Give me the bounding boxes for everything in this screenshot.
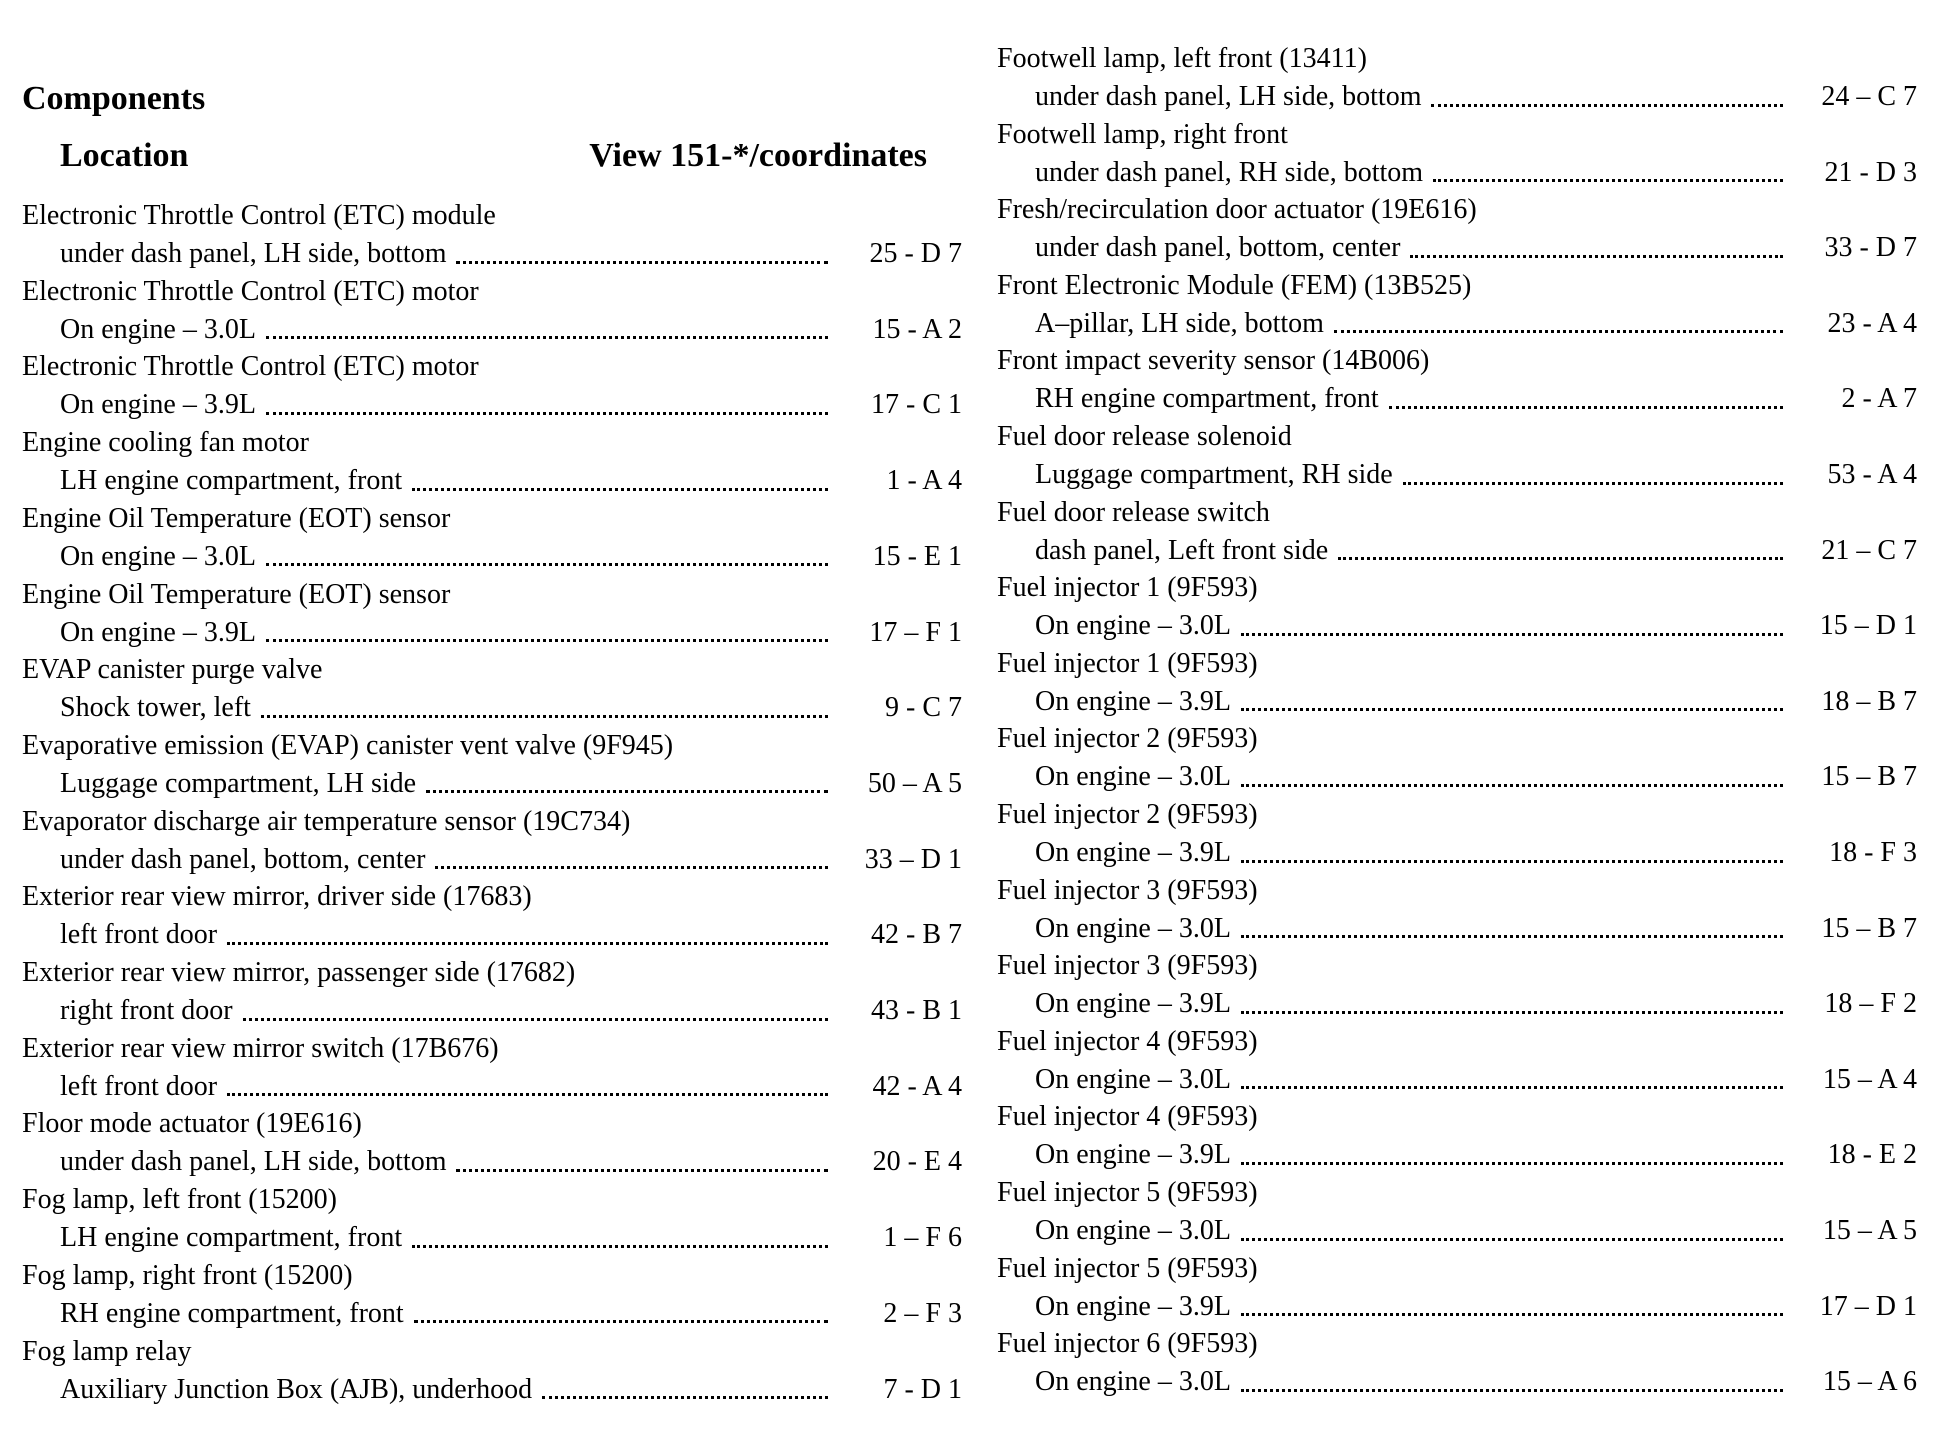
component-location: On engine – 3.9L <box>60 616 256 648</box>
component-name: EVAP canister purge valve <box>22 654 323 686</box>
component-entry <box>997 40 1917 116</box>
component-location: Auxiliary Junction Box (AJB), underhood <box>60 1373 533 1405</box>
component-location: On engine – 3.9L <box>1035 988 1231 1020</box>
component-entry <box>997 569 1917 645</box>
component-entry <box>22 576 962 652</box>
dot-leader <box>1241 935 1783 938</box>
component-location: On engine – 3.0L <box>1035 610 1231 642</box>
component-location: RH engine compartment, front <box>1035 383 1379 415</box>
component-location: A–pillar, LH side, bottom <box>1035 307 1324 339</box>
dot-leader <box>1241 1389 1783 1392</box>
component-entry <box>997 342 1917 418</box>
location-column-header: Location <box>60 137 189 174</box>
component-location-line <box>22 462 962 500</box>
dot-leader <box>1241 1086 1783 1089</box>
component-name: Footwell lamp, right front <box>997 118 1288 150</box>
component-name: Fog lamp relay <box>22 1335 192 1367</box>
component-entry <box>22 500 962 576</box>
component-location-line <box>997 154 1917 192</box>
component-entry <box>997 872 1917 948</box>
component-coordinates: 18 - F 3 <box>1829 837 1917 868</box>
component-entry <box>997 1250 1917 1326</box>
component-coordinates: 15 – B 7 <box>1821 912 1917 944</box>
component-location: under dash panel, bottom, center <box>60 843 426 875</box>
dot-leader <box>1241 784 1783 787</box>
component-coordinates: 17 – F 1 <box>869 616 962 648</box>
component-location-line <box>997 456 1917 494</box>
component-name: Engine Oil Temperature (EOT) sensor <box>22 578 451 610</box>
dot-leader <box>1241 1238 1783 1241</box>
component-location-line <box>997 910 1917 948</box>
component-coordinates: 33 - D 7 <box>1824 232 1917 264</box>
component-name: Fresh/recirculation door actuator (19E616) <box>997 194 1477 226</box>
component-coordinates: 21 - D 3 <box>1824 156 1917 188</box>
component-location: On engine – 3.0L <box>1035 1215 1231 1246</box>
component-location: On engine – 3.0L <box>60 540 256 572</box>
component-location-line <box>997 985 1917 1023</box>
component-entry <box>22 803 962 879</box>
component-location-line <box>997 1212 1917 1250</box>
dot-leader <box>266 412 828 415</box>
component-entry <box>997 1325 1917 1401</box>
component-coordinates: 15 - E 1 <box>872 540 962 572</box>
component-coordinates: 50 – A 5 <box>867 767 962 799</box>
component-entry <box>22 1333 962 1409</box>
component-location: under dash panel, RH side, bottom <box>1035 156 1424 188</box>
component-location: Shock tower, left <box>60 692 251 724</box>
component-entry <box>997 191 1917 267</box>
component-entry <box>997 116 1917 192</box>
component-name: Fuel door release switch <box>997 496 1270 528</box>
component-location: left front door <box>60 1070 218 1102</box>
component-location-line <box>997 532 1917 570</box>
dot-leader <box>227 1093 828 1096</box>
component-location-line <box>997 1288 1917 1326</box>
component-location-line <box>997 78 1917 116</box>
component-name: Exterior rear view mirror switch (17B676) <box>22 1032 499 1064</box>
component-name: Fuel injector 3 (9F593) <box>997 874 1258 906</box>
dot-leader <box>542 1396 828 1399</box>
component-name: Engine Oil Temperature (EOT) sensor <box>22 502 451 534</box>
component-location: On engine – 3.0L <box>60 313 256 345</box>
component-entry <box>997 418 1917 494</box>
component-coordinates: 2 – F 3 <box>883 1297 962 1329</box>
component-location: On engine – 3.0L <box>1035 1063 1231 1095</box>
component-location-line <box>22 538 962 576</box>
component-coordinates: 7 - D 1 <box>883 1373 962 1405</box>
component-entry <box>997 720 1917 796</box>
component-location-line <box>997 380 1917 418</box>
component-coordinates: 43 - B 1 <box>871 995 962 1026</box>
component-location: LH engine compartment, front <box>60 1222 403 1254</box>
component-location-line <box>22 1371 962 1409</box>
component-name: Electronic Throttle Control (ETC) motor <box>22 351 479 383</box>
component-name: Engine cooling fan motor <box>22 427 309 459</box>
component-name: Fog lamp, right front (15200) <box>22 1259 353 1291</box>
component-location: On engine – 3.9L <box>1035 685 1231 717</box>
component-coordinates: 15 – A 6 <box>1822 1366 1917 1398</box>
component-entry <box>997 494 1917 570</box>
component-location-line <box>22 235 962 273</box>
component-location-line <box>22 841 962 879</box>
dot-leader <box>266 563 828 566</box>
component-entry <box>997 1023 1917 1099</box>
dot-leader <box>1338 557 1783 560</box>
component-name: Exterior rear view mirror, driver side (17683) <box>22 881 532 913</box>
component-coordinates: 17 - C 1 <box>871 389 962 421</box>
component-name: Exterior rear view mirror, passenger side (17682) <box>22 957 576 988</box>
component-entry <box>22 1257 962 1333</box>
component-name: Electronic Throttle Control (ETC) motor <box>22 275 479 307</box>
component-coordinates: 25 - D 7 <box>869 238 962 269</box>
dot-leader <box>412 1245 828 1248</box>
dot-leader <box>456 261 828 264</box>
component-name: Evaporative emission (EVAP) canister vent valve (9F945) <box>22 729 674 761</box>
dot-leader <box>1241 860 1783 863</box>
dot-leader <box>266 639 828 642</box>
component-entry <box>997 947 1917 1023</box>
component-entry <box>22 1181 962 1257</box>
dot-leader <box>1389 406 1783 409</box>
component-entry <box>997 267 1917 343</box>
component-coordinates: 24 – C 7 <box>1821 81 1917 112</box>
component-entry <box>997 1098 1917 1174</box>
component-coordinates: 23 - A 4 <box>1827 307 1917 339</box>
component-location: On engine – 3.9L <box>1035 1290 1231 1322</box>
component-location: LH engine compartment, front <box>60 465 403 497</box>
component-entry <box>997 645 1917 721</box>
component-name: Fuel injector 6 (9F593) <box>997 1328 1258 1360</box>
dot-leader <box>266 336 828 339</box>
dot-leader <box>227 942 828 945</box>
component-coordinates: 15 – A 4 <box>1822 1063 1917 1095</box>
component-location: under dash panel, LH side, bottom <box>60 238 447 269</box>
component-name: Fuel injector 5 (9F593) <box>997 1252 1258 1284</box>
component-coordinates: 42 - A 4 <box>872 1070 962 1102</box>
component-location: On engine – 3.9L <box>60 389 256 421</box>
component-entry <box>22 1105 962 1181</box>
component-name: Floor mode actuator (19E616) <box>22 1108 362 1140</box>
component-location: On engine – 3.9L <box>1035 1139 1231 1171</box>
dot-leader <box>1241 1011 1783 1014</box>
component-location: RH engine compartment, front <box>60 1297 404 1329</box>
component-location: On engine – 3.0L <box>1035 912 1231 944</box>
component-location-line <box>22 1068 962 1106</box>
dot-leader <box>1433 179 1783 182</box>
component-coordinates: 18 - E 2 <box>1827 1139 1917 1171</box>
component-location-line <box>997 834 1917 872</box>
component-entry <box>22 273 962 349</box>
component-entry <box>22 348 962 424</box>
component-coordinates: 1 - A 4 <box>886 465 962 497</box>
dot-leader <box>435 866 828 869</box>
component-location-line <box>22 614 962 652</box>
component-location-line <box>997 229 1917 267</box>
dot-leader <box>1241 708 1783 711</box>
component-location-line <box>22 386 962 424</box>
component-location-line <box>22 311 962 349</box>
component-location: dash panel, Left front side <box>1035 534 1329 566</box>
component-name: Electronic Throttle Control (ETC) module <box>22 200 496 231</box>
dot-leader <box>1241 1313 1783 1316</box>
component-coordinates: 18 – F 2 <box>1824 988 1917 1020</box>
component-location: Luggage compartment, RH side <box>1035 459 1393 490</box>
dot-leader <box>1410 255 1783 258</box>
component-location-line <box>997 683 1917 721</box>
component-coordinates: 21 – C 7 <box>1821 534 1917 566</box>
component-location: Luggage compartment, LH side <box>60 767 417 799</box>
dot-leader <box>261 715 828 718</box>
dot-leader <box>456 1169 828 1172</box>
dot-leader <box>1334 330 1783 333</box>
component-location-line <box>22 992 962 1030</box>
dot-leader <box>414 1320 828 1323</box>
dot-leader <box>1241 1162 1783 1165</box>
component-location: under dash panel, LH side, bottom <box>1035 81 1422 112</box>
component-coordinates: 17 – D 1 <box>1819 1290 1917 1322</box>
component-entry <box>22 954 962 1030</box>
component-entry <box>22 1030 962 1106</box>
component-name: Fuel injector 5 (9F593) <box>997 1177 1258 1208</box>
component-coordinates: 1 – F 6 <box>883 1222 962 1254</box>
component-location-line <box>22 1219 962 1257</box>
component-name: Front Electronic Module (FEM) (13B525) <box>997 269 1472 301</box>
component-location: left front door <box>60 919 218 951</box>
component-location-line <box>22 689 962 727</box>
component-name: Evaporator discharge air temperature sensor (19C734) <box>22 805 631 837</box>
component-entry <box>22 197 962 273</box>
dot-leader <box>426 790 828 793</box>
component-location: On engine – 3.9L <box>1035 837 1231 868</box>
component-coordinates: 20 - E 4 <box>872 1146 962 1178</box>
component-name: Fuel injector 4 (9F593) <box>997 1101 1258 1133</box>
component-coordinates: 53 - A 4 <box>1827 459 1917 490</box>
component-coordinates: 42 - B 7 <box>871 919 962 951</box>
dot-leader <box>412 488 828 491</box>
component-entry <box>997 796 1917 872</box>
component-coordinates: 15 – B 7 <box>1821 761 1917 793</box>
component-coordinates: 15 – A 5 <box>1822 1215 1917 1246</box>
component-coordinates: 33 – D 1 <box>864 843 962 875</box>
component-coordinates: 9 - C 7 <box>885 692 962 724</box>
component-location: under dash panel, LH side, bottom <box>60 1146 447 1178</box>
component-location-line <box>997 607 1917 645</box>
component-location-line <box>22 1143 962 1181</box>
component-name: Fuel injector 4 (9F593) <box>997 1025 1258 1057</box>
component-name: Fuel injector 2 (9F593) <box>997 799 1258 830</box>
component-coordinates: 15 - A 2 <box>872 313 962 345</box>
component-location: On engine – 3.0L <box>1035 761 1231 793</box>
page-title: Components <box>22 80 206 117</box>
component-name: Fuel injector 1 (9F593) <box>997 572 1258 604</box>
component-coordinates: 2 - A 7 <box>1841 383 1917 415</box>
component-entry <box>997 1174 1917 1250</box>
component-coordinates: 15 – D 1 <box>1819 610 1917 642</box>
component-entry <box>22 727 962 803</box>
component-location: On engine – 3.0L <box>1035 1366 1231 1398</box>
component-name: Fuel door release solenoid <box>997 421 1292 452</box>
component-location-line <box>997 1363 1917 1401</box>
component-location: under dash panel, bottom, center <box>1035 232 1401 264</box>
component-location-line <box>22 765 962 803</box>
component-entry <box>22 424 962 500</box>
component-name: Fuel injector 3 (9F593) <box>997 950 1258 982</box>
component-name: Fuel injector 1 (9F593) <box>997 647 1258 679</box>
dot-leader <box>1403 482 1783 485</box>
component-location-line <box>997 1136 1917 1174</box>
component-location-line <box>22 916 962 954</box>
component-name: Fog lamp, left front (15200) <box>22 1184 337 1216</box>
component-location-line <box>997 758 1917 796</box>
view-coordinates-column-header: View 151-*/coordinates <box>589 137 927 174</box>
component-location-line <box>997 305 1917 343</box>
component-coordinates: 18 – B 7 <box>1821 685 1917 717</box>
dot-leader <box>1431 104 1783 107</box>
dot-leader <box>243 1018 828 1021</box>
component-name: Fuel injector 2 (9F593) <box>997 723 1258 755</box>
component-location-line <box>22 1295 962 1333</box>
component-name: Front impact severity sensor (14B006) <box>997 345 1430 377</box>
component-location-line <box>997 1061 1917 1099</box>
component-name: Footwell lamp, left front (13411) <box>997 43 1367 74</box>
component-entry <box>22 651 962 727</box>
dot-leader <box>1241 633 1783 636</box>
component-entry <box>22 878 962 954</box>
component-location: right front door <box>60 995 233 1026</box>
